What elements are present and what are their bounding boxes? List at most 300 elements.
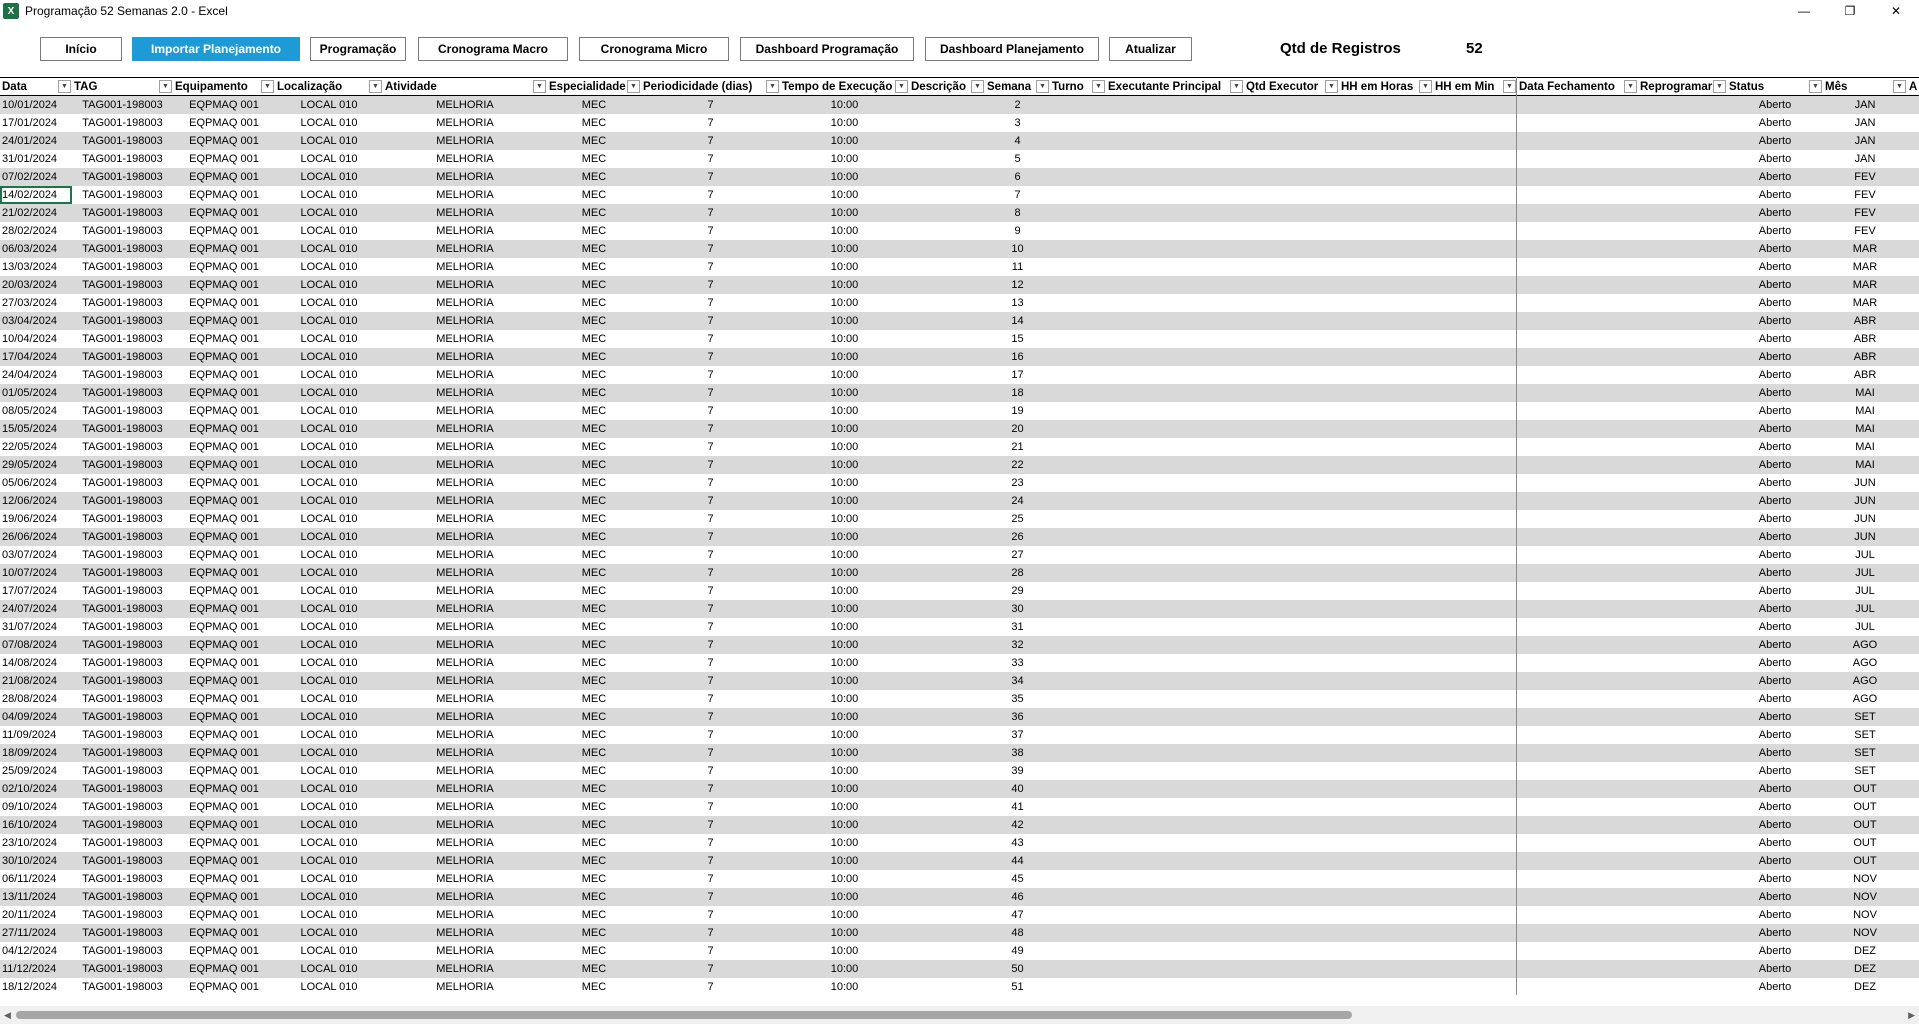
cell-tag[interactable]: TAG001-198003 (72, 744, 173, 762)
cell-equipamento[interactable]: EQPMAQ 001 (173, 636, 275, 654)
cell-tempo-execucao[interactable]: 10:00 (780, 870, 909, 888)
cell-semana[interactable]: 8 (985, 204, 1050, 222)
cell-reprogramar[interactable] (1638, 708, 1727, 726)
cell-especialidade[interactable]: MEC (547, 870, 641, 888)
cell-qtd-executor[interactable] (1244, 780, 1339, 798)
filter-dropdown-icon[interactable]: ▼ (261, 80, 274, 93)
cell-status[interactable]: Aberto (1727, 492, 1823, 510)
cell-equipamento[interactable]: EQPMAQ 001 (173, 312, 275, 330)
cell-equipamento[interactable]: EQPMAQ 001 (173, 924, 275, 942)
cell-equipamento[interactable]: EQPMAQ 001 (173, 384, 275, 402)
cell-extra[interactable] (1907, 978, 1919, 996)
cell-descricao[interactable] (909, 906, 985, 924)
cell-semana[interactable]: 15 (985, 330, 1050, 348)
cell-data-fechamento[interactable] (1517, 618, 1638, 636)
cell-tempo-execucao[interactable]: 10:00 (780, 924, 909, 942)
cell-turno[interactable] (1050, 960, 1106, 978)
cell-reprogramar[interactable] (1638, 600, 1727, 618)
cell-status[interactable]: Aberto (1727, 456, 1823, 474)
cell-data-fechamento[interactable] (1517, 978, 1638, 996)
cell-turno[interactable] (1050, 924, 1106, 942)
cell-status[interactable]: Aberto (1727, 636, 1823, 654)
cell-data[interactable]: 11/12/2024 (0, 960, 72, 978)
cell-hh-min[interactable] (1433, 708, 1517, 726)
cell-descricao[interactable] (909, 672, 985, 690)
cell-tempo-execucao[interactable]: 10:00 (780, 816, 909, 834)
cell-executante[interactable] (1106, 384, 1244, 402)
cell-hh-min[interactable] (1433, 510, 1517, 528)
cell-turno[interactable] (1050, 906, 1106, 924)
cell-mes[interactable]: JUL (1823, 600, 1907, 618)
cell-especialidade[interactable]: MEC (547, 258, 641, 276)
cell-status[interactable]: Aberto (1727, 672, 1823, 690)
cell-mes[interactable]: DEZ (1823, 978, 1907, 996)
cell-executante[interactable] (1106, 906, 1244, 924)
cell-qtd-executor[interactable] (1244, 654, 1339, 672)
cell-semana[interactable]: 48 (985, 924, 1050, 942)
close-button[interactable]: ✕ (1890, 4, 1902, 18)
cell-mes[interactable]: JUL (1823, 564, 1907, 582)
cell-descricao[interactable] (909, 474, 985, 492)
cell-turno[interactable] (1050, 348, 1106, 366)
cell-especialidade[interactable]: MEC (547, 420, 641, 438)
cell-qtd-executor[interactable] (1244, 312, 1339, 330)
cell-especialidade[interactable]: MEC (547, 402, 641, 420)
cell-localizacao[interactable]: LOCAL 010 (275, 942, 383, 960)
cell-localizacao[interactable]: LOCAL 010 (275, 690, 383, 708)
cell-hh-min[interactable] (1433, 132, 1517, 150)
cell-reprogramar[interactable] (1638, 672, 1727, 690)
cell-extra[interactable] (1907, 258, 1919, 276)
cell-status[interactable]: Aberto (1727, 366, 1823, 384)
cell-extra[interactable] (1907, 204, 1919, 222)
cell-periodicidade[interactable]: 7 (641, 312, 780, 330)
cell-localizacao[interactable]: LOCAL 010 (275, 978, 383, 996)
cell-tag[interactable]: TAG001-198003 (72, 168, 173, 186)
cell-hh-min[interactable] (1433, 258, 1517, 276)
cell-mes[interactable]: ABR (1823, 348, 1907, 366)
column-header[interactable] (1517, 78, 1638, 96)
scroll-right-arrow-icon[interactable]: ▶ (1908, 1010, 1915, 1020)
cell-executante[interactable] (1106, 150, 1244, 168)
cell-extra[interactable] (1907, 798, 1919, 816)
cell-atividade[interactable]: MELHORIA (383, 942, 547, 960)
column-header[interactable] (1727, 78, 1823, 96)
cell-equipamento[interactable]: EQPMAQ 001 (173, 348, 275, 366)
cell-atividade[interactable]: MELHORIA (383, 924, 547, 942)
cell-data[interactable]: 28/08/2024 (0, 690, 72, 708)
cell-reprogramar[interactable] (1638, 366, 1727, 384)
cell-atividade[interactable]: MELHORIA (383, 906, 547, 924)
cell-mes[interactable]: ABR (1823, 366, 1907, 384)
cell-extra[interactable] (1907, 672, 1919, 690)
cell-extra[interactable] (1907, 402, 1919, 420)
cell-reprogramar[interactable] (1638, 330, 1727, 348)
cell-executante[interactable] (1106, 816, 1244, 834)
cell-atividade[interactable]: MELHORIA (383, 528, 547, 546)
cell-semana[interactable]: 38 (985, 744, 1050, 762)
cell-especialidade[interactable]: MEC (547, 492, 641, 510)
cell-data-fechamento[interactable] (1517, 186, 1638, 204)
cell-status[interactable]: Aberto (1727, 798, 1823, 816)
cell-tempo-execucao[interactable]: 10:00 (780, 348, 909, 366)
cell-mes[interactable]: JUN (1823, 492, 1907, 510)
cell-descricao[interactable] (909, 276, 985, 294)
cell-mes[interactable]: ABR (1823, 312, 1907, 330)
cell-executante[interactable] (1106, 258, 1244, 276)
cell-especialidade[interactable]: MEC (547, 384, 641, 402)
cell-tag[interactable]: TAG001-198003 (72, 636, 173, 654)
cell-extra[interactable] (1907, 510, 1919, 528)
cell-data-fechamento[interactable] (1517, 852, 1638, 870)
cell-equipamento[interactable]: EQPMAQ 001 (173, 276, 275, 294)
cell-periodicidade[interactable]: 7 (641, 924, 780, 942)
cell-hh-min[interactable] (1433, 150, 1517, 168)
cell-reprogramar[interactable] (1638, 744, 1727, 762)
cell-semana[interactable]: 18 (985, 384, 1050, 402)
cell-periodicidade[interactable]: 7 (641, 690, 780, 708)
cell-especialidade[interactable]: MEC (547, 438, 641, 456)
cell-mes[interactable]: MAR (1823, 240, 1907, 258)
cell-hh-horas[interactable] (1339, 942, 1433, 960)
cell-data[interactable]: 03/07/2024 (0, 546, 72, 564)
cell-extra[interactable] (1907, 348, 1919, 366)
cell-localizacao[interactable]: LOCAL 010 (275, 474, 383, 492)
cell-extra[interactable] (1907, 114, 1919, 132)
cell-status[interactable]: Aberto (1727, 960, 1823, 978)
cell-reprogramar[interactable] (1638, 870, 1727, 888)
cell-tag[interactable]: TAG001-198003 (72, 492, 173, 510)
cell-extra[interactable] (1907, 852, 1919, 870)
column-header[interactable] (1050, 78, 1106, 96)
cell-tempo-execucao[interactable]: 10:00 (780, 204, 909, 222)
cell-extra[interactable] (1907, 240, 1919, 258)
cell-hh-min[interactable] (1433, 312, 1517, 330)
cell-extra[interactable] (1907, 960, 1919, 978)
cell-extra[interactable] (1907, 546, 1919, 564)
cell-atividade[interactable]: MELHORIA (383, 150, 547, 168)
cell-reprogramar[interactable] (1638, 276, 1727, 294)
cell-tempo-execucao[interactable]: 10:00 (780, 978, 909, 996)
cell-qtd-executor[interactable] (1244, 96, 1339, 114)
cell-data-fechamento[interactable] (1517, 132, 1638, 150)
cell-turno[interactable] (1050, 150, 1106, 168)
cell-especialidade[interactable]: MEC (547, 366, 641, 384)
cell-semana[interactable]: 2 (985, 96, 1050, 114)
column-header[interactable] (1823, 78, 1907, 96)
cell-data-fechamento[interactable] (1517, 474, 1638, 492)
cell-tag[interactable]: TAG001-198003 (72, 366, 173, 384)
cell-periodicidade[interactable]: 7 (641, 546, 780, 564)
cell-data[interactable]: 17/01/2024 (0, 114, 72, 132)
cell-periodicidade[interactable]: 7 (641, 942, 780, 960)
cell-reprogramar[interactable] (1638, 114, 1727, 132)
cell-tag[interactable]: TAG001-198003 (72, 186, 173, 204)
cell-descricao[interactable] (909, 744, 985, 762)
cell-data[interactable]: 02/10/2024 (0, 780, 72, 798)
cell-data-fechamento[interactable] (1517, 510, 1638, 528)
cell-mes[interactable]: AGO (1823, 672, 1907, 690)
cell-turno[interactable] (1050, 420, 1106, 438)
cell-localizacao[interactable]: LOCAL 010 (275, 924, 383, 942)
cell-reprogramar[interactable] (1638, 438, 1727, 456)
cell-status[interactable]: Aberto (1727, 744, 1823, 762)
cell-reprogramar[interactable] (1638, 186, 1727, 204)
cell-reprogramar[interactable] (1638, 150, 1727, 168)
cell-atividade[interactable]: MELHORIA (383, 654, 547, 672)
cell-localizacao[interactable]: LOCAL 010 (275, 798, 383, 816)
cell-executante[interactable] (1106, 924, 1244, 942)
cell-hh-min[interactable] (1433, 168, 1517, 186)
cell-hh-min[interactable] (1433, 600, 1517, 618)
cell-data[interactable]: 16/10/2024 (0, 816, 72, 834)
cell-especialidade[interactable]: MEC (547, 276, 641, 294)
cell-executante[interactable] (1106, 186, 1244, 204)
cell-hh-min[interactable] (1433, 834, 1517, 852)
cell-semana[interactable]: 39 (985, 762, 1050, 780)
cell-equipamento[interactable]: EQPMAQ 001 (173, 798, 275, 816)
cell-executante[interactable] (1106, 294, 1244, 312)
cell-data[interactable]: 07/08/2024 (0, 636, 72, 654)
cell-qtd-executor[interactable] (1244, 348, 1339, 366)
cell-semana[interactable]: 28 (985, 564, 1050, 582)
cell-hh-min[interactable] (1433, 240, 1517, 258)
cell-hh-horas[interactable] (1339, 744, 1433, 762)
cell-data-fechamento[interactable] (1517, 294, 1638, 312)
column-header[interactable] (909, 78, 985, 96)
cell-extra[interactable] (1907, 600, 1919, 618)
cell-especialidade[interactable]: MEC (547, 330, 641, 348)
cell-data[interactable]: 10/07/2024 (0, 564, 72, 582)
cell-periodicidade[interactable]: 7 (641, 654, 780, 672)
cell-atividade[interactable]: MELHORIA (383, 888, 547, 906)
cell-turno[interactable] (1050, 744, 1106, 762)
cell-qtd-executor[interactable] (1244, 546, 1339, 564)
cell-mes[interactable]: NOV (1823, 888, 1907, 906)
cell-qtd-executor[interactable] (1244, 852, 1339, 870)
cell-turno[interactable] (1050, 582, 1106, 600)
cell-tempo-execucao[interactable]: 10:00 (780, 438, 909, 456)
cell-hh-horas[interactable] (1339, 978, 1433, 996)
filter-dropdown-icon[interactable]: ▼ (533, 80, 546, 93)
cell-descricao[interactable] (909, 600, 985, 618)
cell-equipamento[interactable]: EQPMAQ 001 (173, 132, 275, 150)
cell-mes[interactable]: JAN (1823, 114, 1907, 132)
cell-semana[interactable]: 12 (985, 276, 1050, 294)
cell-mes[interactable]: MAR (1823, 294, 1907, 312)
cell-hh-horas[interactable] (1339, 924, 1433, 942)
cell-executante[interactable] (1106, 222, 1244, 240)
cell-hh-horas[interactable] (1339, 456, 1433, 474)
cell-extra[interactable] (1907, 618, 1919, 636)
cell-extra[interactable] (1907, 312, 1919, 330)
cell-periodicidade[interactable]: 7 (641, 582, 780, 600)
cell-qtd-executor[interactable] (1244, 618, 1339, 636)
cell-descricao[interactable] (909, 762, 985, 780)
cell-data[interactable]: 10/04/2024 (0, 330, 72, 348)
cell-especialidade[interactable]: MEC (547, 600, 641, 618)
cell-equipamento[interactable]: EQPMAQ 001 (173, 942, 275, 960)
cell-atividade[interactable]: MELHORIA (383, 582, 547, 600)
cell-descricao[interactable] (909, 186, 985, 204)
cell-especialidade[interactable]: MEC (547, 978, 641, 996)
cell-tag[interactable]: TAG001-198003 (72, 258, 173, 276)
cell-periodicidade[interactable]: 7 (641, 474, 780, 492)
cell-periodicidade[interactable]: 7 (641, 132, 780, 150)
cell-hh-min[interactable] (1433, 366, 1517, 384)
cell-qtd-executor[interactable] (1244, 672, 1339, 690)
cell-executante[interactable] (1106, 276, 1244, 294)
cell-descricao[interactable] (909, 960, 985, 978)
cell-equipamento[interactable]: EQPMAQ 001 (173, 744, 275, 762)
cell-hh-horas[interactable] (1339, 474, 1433, 492)
cell-data[interactable]: 06/11/2024 (0, 870, 72, 888)
cell-descricao[interactable] (909, 618, 985, 636)
cell-data[interactable]: 07/02/2024 (0, 168, 72, 186)
cell-periodicidade[interactable]: 7 (641, 492, 780, 510)
filter-dropdown-icon[interactable]: ▼ (1624, 80, 1637, 93)
cell-periodicidade[interactable]: 7 (641, 834, 780, 852)
cell-equipamento[interactable]: EQPMAQ 001 (173, 258, 275, 276)
cell-hh-horas[interactable] (1339, 330, 1433, 348)
cell-equipamento[interactable]: EQPMAQ 001 (173, 870, 275, 888)
cell-turno[interactable] (1050, 942, 1106, 960)
cell-reprogramar[interactable] (1638, 474, 1727, 492)
cell-mes[interactable]: AGO (1823, 636, 1907, 654)
cell-hh-min[interactable] (1433, 744, 1517, 762)
cell-tempo-execucao[interactable]: 10:00 (780, 456, 909, 474)
cell-tag[interactable]: TAG001-198003 (72, 654, 173, 672)
cell-tag[interactable]: TAG001-198003 (72, 816, 173, 834)
cell-status[interactable]: Aberto (1727, 150, 1823, 168)
cell-atividade[interactable]: MELHORIA (383, 258, 547, 276)
cell-hh-min[interactable] (1433, 564, 1517, 582)
cell-extra[interactable] (1907, 438, 1919, 456)
cell-turno[interactable] (1050, 294, 1106, 312)
cell-descricao[interactable] (909, 726, 985, 744)
cell-hh-horas[interactable] (1339, 582, 1433, 600)
cell-tempo-execucao[interactable]: 10:00 (780, 528, 909, 546)
cell-hh-horas[interactable] (1339, 870, 1433, 888)
cell-reprogramar[interactable] (1638, 906, 1727, 924)
cell-qtd-executor[interactable] (1244, 420, 1339, 438)
column-header[interactable] (1244, 78, 1339, 96)
cell-data[interactable]: 11/09/2024 (0, 726, 72, 744)
cell-periodicidade[interactable]: 7 (641, 600, 780, 618)
cell-reprogramar[interactable] (1638, 582, 1727, 600)
cell-data[interactable]: 13/03/2024 (0, 258, 72, 276)
cell-atividade[interactable]: MELHORIA (383, 348, 547, 366)
cell-tempo-execucao[interactable]: 10:00 (780, 132, 909, 150)
cell-periodicidade[interactable]: 7 (641, 618, 780, 636)
cell-status[interactable]: Aberto (1727, 168, 1823, 186)
cell-semana[interactable]: 45 (985, 870, 1050, 888)
cell-descricao[interactable] (909, 870, 985, 888)
filter-dropdown-icon[interactable]: ▼ (971, 80, 984, 93)
cell-hh-min[interactable] (1433, 114, 1517, 132)
cell-localizacao[interactable]: LOCAL 010 (275, 708, 383, 726)
cell-mes[interactable]: FEV (1823, 204, 1907, 222)
cell-periodicidade[interactable]: 7 (641, 150, 780, 168)
cell-mes[interactable]: DEZ (1823, 960, 1907, 978)
cell-tag[interactable]: TAG001-198003 (72, 618, 173, 636)
cell-qtd-executor[interactable] (1244, 978, 1339, 996)
cell-descricao[interactable] (909, 654, 985, 672)
cell-localizacao[interactable]: LOCAL 010 (275, 870, 383, 888)
cell-mes[interactable]: MAI (1823, 420, 1907, 438)
cell-localizacao[interactable]: LOCAL 010 (275, 726, 383, 744)
cell-atividade[interactable]: MELHORIA (383, 744, 547, 762)
column-header[interactable] (780, 78, 909, 96)
cell-data-fechamento[interactable] (1517, 438, 1638, 456)
cell-tag[interactable]: TAG001-198003 (72, 852, 173, 870)
cell-especialidade[interactable]: MEC (547, 510, 641, 528)
cell-extra[interactable] (1907, 330, 1919, 348)
cell-descricao[interactable] (909, 222, 985, 240)
cell-localizacao[interactable]: LOCAL 010 (275, 600, 383, 618)
cell-especialidade[interactable]: MEC (547, 906, 641, 924)
cell-data[interactable]: 30/10/2024 (0, 852, 72, 870)
cell-localizacao[interactable]: LOCAL 010 (275, 240, 383, 258)
cell-tag[interactable]: TAG001-198003 (72, 204, 173, 222)
cell-tag[interactable]: TAG001-198003 (72, 312, 173, 330)
cell-equipamento[interactable]: EQPMAQ 001 (173, 96, 275, 114)
cell-atividade[interactable]: MELHORIA (383, 762, 547, 780)
cell-reprogramar[interactable] (1638, 456, 1727, 474)
cell-localizacao[interactable]: LOCAL 010 (275, 618, 383, 636)
cell-hh-horas[interactable] (1339, 114, 1433, 132)
cell-data-fechamento[interactable] (1517, 924, 1638, 942)
cell-atividade[interactable]: MELHORIA (383, 420, 547, 438)
cell-semana[interactable]: 34 (985, 672, 1050, 690)
cell-data[interactable]: 17/04/2024 (0, 348, 72, 366)
cell-hh-horas[interactable] (1339, 798, 1433, 816)
cell-executante[interactable] (1106, 312, 1244, 330)
cell-status[interactable]: Aberto (1727, 924, 1823, 942)
cell-executante[interactable] (1106, 888, 1244, 906)
cell-qtd-executor[interactable] (1244, 636, 1339, 654)
cell-executante[interactable] (1106, 420, 1244, 438)
cell-tag[interactable]: TAG001-198003 (72, 582, 173, 600)
cell-hh-min[interactable] (1433, 384, 1517, 402)
cell-status[interactable]: Aberto (1727, 114, 1823, 132)
cell-periodicidade[interactable]: 7 (641, 366, 780, 384)
cell-descricao[interactable] (909, 546, 985, 564)
cell-semana[interactable]: 25 (985, 510, 1050, 528)
spreadsheet-grid[interactable] (0, 77, 1919, 995)
cell-data-fechamento[interactable] (1517, 348, 1638, 366)
cell-semana[interactable]: 42 (985, 816, 1050, 834)
cell-turno[interactable] (1050, 762, 1106, 780)
cell-turno[interactable] (1050, 132, 1106, 150)
cell-status[interactable]: Aberto (1727, 600, 1823, 618)
cell-turno[interactable] (1050, 474, 1106, 492)
cell-tempo-execucao[interactable]: 10:00 (780, 168, 909, 186)
cell-tag[interactable]: TAG001-198003 (72, 942, 173, 960)
cell-localizacao[interactable]: LOCAL 010 (275, 636, 383, 654)
cell-atividade[interactable]: MELHORIA (383, 780, 547, 798)
cell-executante[interactable] (1106, 528, 1244, 546)
cell-turno[interactable] (1050, 600, 1106, 618)
cell-extra[interactable] (1907, 420, 1919, 438)
cell-descricao[interactable] (909, 834, 985, 852)
cell-turno[interactable] (1050, 528, 1106, 546)
cell-hh-min[interactable] (1433, 330, 1517, 348)
cell-data-fechamento[interactable] (1517, 420, 1638, 438)
cell-turno[interactable] (1050, 330, 1106, 348)
cell-data-fechamento[interactable] (1517, 744, 1638, 762)
cell-atividade[interactable]: MELHORIA (383, 96, 547, 114)
